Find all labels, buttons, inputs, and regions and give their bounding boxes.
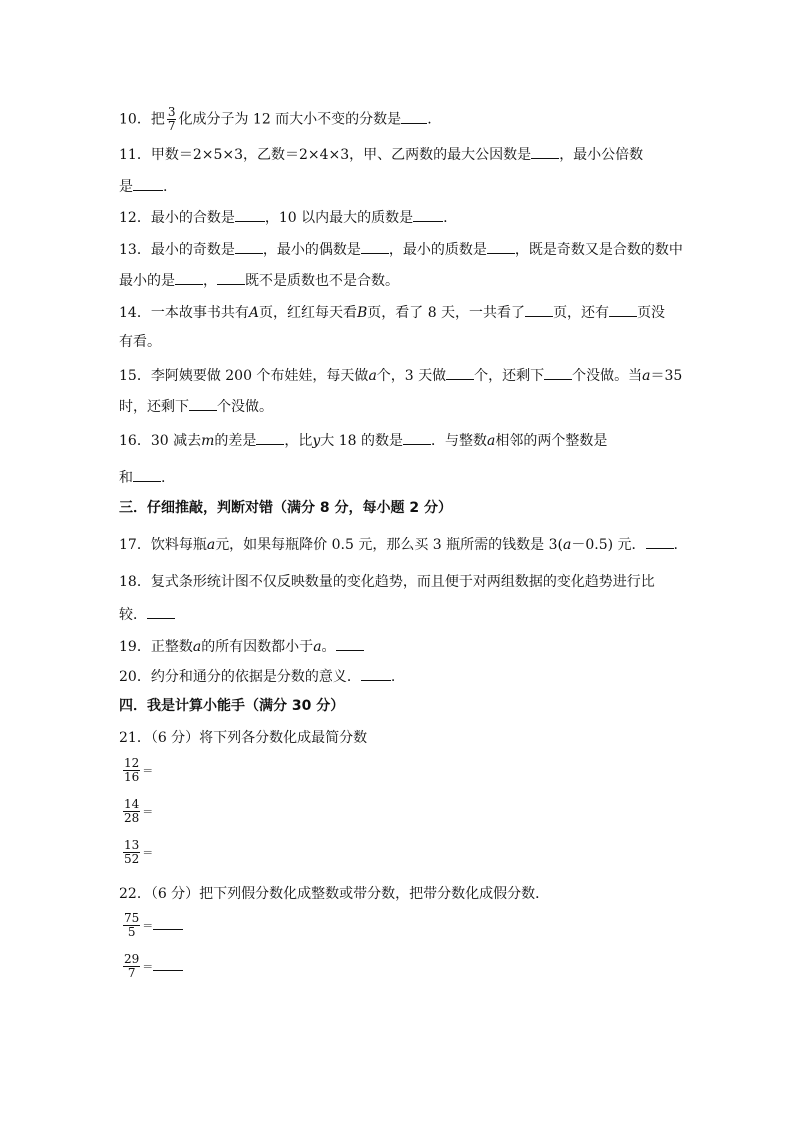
question-18-line-1 [119, 573, 655, 591]
q10-prefix: 10．把 [119, 111, 165, 128]
q10-fraction [167, 106, 177, 133]
q21-num-3: 13 [124, 838, 140, 852]
q22-fraction-1 [123, 912, 140, 939]
question-15-line-1 [119, 365, 682, 385]
q21-eq-3: ＝ [142, 846, 154, 860]
section-4-heading: 四．我是计算小能手（满分 30 分） [119, 698, 345, 714]
q13-text-b: ，最小的偶数是 [262, 242, 361, 258]
q19-answer-blank[interactable] [336, 636, 364, 651]
q13-blank-3[interactable] [487, 239, 515, 254]
q10-answer-blank[interactable] [401, 109, 427, 124]
q16-blank-1[interactable] [256, 430, 284, 445]
q14-blank-2[interactable] [609, 302, 637, 317]
q15-text-b: 个，3 天做 [376, 368, 447, 384]
question-16-line-2 [119, 467, 165, 487]
q17-text-a: 17．饮料每瓶 [119, 537, 207, 553]
q14-var-A: A [248, 305, 259, 321]
q16-end: . [161, 470, 166, 486]
q22-item-1 [121, 912, 183, 939]
q21-fraction-3 [123, 839, 140, 866]
q13-text-d: ，既是奇数又是合数的数中 [514, 242, 683, 258]
q21-num-2: 14 [124, 797, 140, 811]
q14-text-f: 有看。 [119, 334, 161, 350]
q16-var-m: m [201, 433, 215, 449]
question-11-line-1 [119, 144, 643, 164]
q22-den-2: 7 [127, 966, 136, 980]
q17-text-b: 元，如果每瓶降价 0.5 元，那么买 3 瓶所需的钱数是 3( [215, 537, 563, 553]
q22-fraction-2 [123, 953, 140, 980]
question-22-title: 22．（6 分）把下列假分数化成整数或带分数，把带分数化成假分数． [119, 886, 550, 902]
q11-text-a: 11．甲数＝2×5×3，乙数＝2×4×3，甲、乙两数的最大公因数是 [119, 147, 532, 163]
q11-lcm-blank[interactable] [133, 176, 163, 191]
q14-text-b: 页，红红每天看 [258, 305, 357, 321]
q22-num-1: 75 [124, 911, 140, 925]
q13-text-e: 最小的是 [119, 273, 175, 289]
q21-den-1: 16 [124, 770, 140, 784]
q19-var-a-2: a [313, 639, 322, 655]
q16-text-d: 大 18 的数是 [320, 433, 404, 449]
q15-text-a: 15．李阿姨要做 200 个布娃娃，每天做 [119, 368, 369, 384]
question-21-title: 21．（6 分）将下列各分数化成最简分数 [119, 730, 368, 746]
question-14-line-2 [119, 333, 161, 351]
q16-text-e: ．与整数 [431, 433, 488, 449]
q20-answer-blank[interactable] [361, 666, 391, 681]
q17-var-a-2: a [562, 537, 572, 553]
q16-blank-3[interactable] [133, 467, 161, 482]
q21-item-2 [121, 798, 153, 825]
q16-text-b: 的差是 [214, 433, 257, 449]
q17-var-a: a [206, 537, 216, 553]
q16-text-c: ，比 [284, 433, 313, 449]
q11-end: . [163, 179, 168, 195]
q17-end: . [673, 537, 678, 553]
q15-var-a: a [368, 368, 377, 384]
q21-den-3: 52 [124, 852, 140, 866]
q21-item-1 [121, 757, 153, 784]
question-19 [119, 636, 364, 656]
q21-item-3 [121, 839, 153, 866]
q21-eq-2: ＝ [142, 805, 154, 819]
q15-blank-3[interactable] [189, 396, 217, 411]
q12-end: . [443, 210, 448, 226]
q19-text-b: 的所有因数都小于 [201, 639, 314, 655]
q10-text: 化成分子为 12 而大小不变的分数是 [178, 111, 402, 128]
q13-blank-1[interactable] [235, 239, 263, 254]
q13-text-f: ， [203, 273, 217, 289]
q22-eq-2: ＝ [142, 960, 154, 974]
q16-text-a: 16．30 减去 [119, 433, 202, 449]
q18-answer-blank[interactable] [147, 604, 175, 619]
q15-var-a-2: a [642, 368, 651, 384]
q20-text-a: 20．约分和通分的依据是分数的意义． [119, 669, 361, 685]
q17-text-c: －0.5) 元． [571, 537, 646, 553]
question-16-line-1 [119, 430, 607, 450]
q10-frac-num: 3 [167, 105, 176, 119]
q21-eq-1: ＝ [142, 764, 154, 778]
question-11-line-2 [119, 176, 167, 196]
q12-blank-2[interactable] [413, 207, 443, 222]
q16-blank-2[interactable] [403, 430, 431, 445]
q21-den-2: 28 [124, 811, 140, 825]
q14-blank-1[interactable] [525, 302, 553, 317]
question-14-line-1 [119, 302, 665, 322]
q13-blank-2[interactable] [361, 239, 389, 254]
q22-den-1: 5 [127, 925, 136, 939]
q15-text-g: 个没做。 [217, 399, 273, 415]
q11-gcd-blank[interactable] [531, 144, 559, 159]
question-18-line-2 [119, 604, 175, 624]
q17-answer-blank[interactable] [646, 534, 674, 549]
q15-blank-1[interactable] [446, 365, 474, 380]
q22-num-2: 29 [124, 952, 140, 966]
section-3-heading: 三．仔细推敲，判断对错（满分 8 分，每小题 2 分） [119, 500, 452, 516]
question-20 [119, 666, 395, 686]
q16-text-f: 相邻的两个整数是 [495, 433, 608, 449]
q16-text-g: 和 [119, 470, 133, 486]
q22-blank-2[interactable] [153, 956, 183, 971]
q21-fraction-1 [123, 757, 140, 784]
q14-text-e: 页没 [637, 305, 666, 321]
q10-frac-den: 7 [167, 119, 176, 133]
q21-num-1: 12 [124, 756, 140, 770]
q12-blank-1[interactable] [235, 207, 265, 222]
q14-var-B: B [356, 305, 368, 321]
q22-eq-1: ＝ [142, 919, 154, 933]
q11-text-c: 是 [119, 179, 133, 195]
q13-blank-5[interactable] [217, 270, 245, 285]
q12-text-b: ，10 以内最大的质数是 [264, 210, 414, 226]
question-17 [119, 534, 678, 554]
q14-text-d: 页，还有 [553, 305, 610, 321]
q13-text-c: ，最小的质数是 [388, 242, 487, 258]
q19-text-c: 。 [321, 639, 336, 655]
q15-text-f: 时，还剩下 [119, 399, 189, 415]
question-12 [119, 207, 448, 227]
q10-end: . [427, 111, 432, 128]
q16-var-y: y [312, 433, 321, 449]
q12-text-a: 12．最小的合数是 [119, 210, 235, 226]
q19-text-a: 19．正整数 [119, 639, 193, 655]
q13-text-g: 既不是质数也不是合数。 [245, 273, 399, 289]
q22-item-2 [121, 953, 183, 980]
q15-text-c: 个，还剩下 [474, 368, 545, 384]
q15-text-e: ＝35 [650, 368, 683, 384]
q18-text-b: 较． [119, 607, 147, 623]
q15-text-d: 个没做。当 [572, 368, 643, 384]
q18-text-a: 18．复式条形统计图不仅反映数量的变化趋势，而且便于对两组数据的变化趋势进行比 [119, 574, 655, 590]
question-10 [119, 106, 432, 133]
q13-text-a: 13．最小的奇数是 [119, 242, 235, 258]
q19-var-a: a [192, 639, 202, 655]
q11-text-b: ，最小公倍数 [559, 147, 644, 163]
q14-text-a: 14．一本故事书共有 [119, 305, 249, 321]
q20-end: . [390, 669, 396, 685]
q16-var-a: a [487, 433, 496, 449]
question-13-line-2 [119, 270, 399, 290]
q14-text-c: 页，看了 8 天，一共看了 [367, 305, 526, 321]
question-15-line-2 [119, 396, 273, 416]
q13-blank-4[interactable] [175, 270, 203, 285]
question-13-line-1 [119, 239, 683, 259]
q22-blank-1[interactable] [153, 915, 183, 930]
q15-blank-2[interactable] [544, 365, 572, 380]
q21-fraction-2 [123, 798, 140, 825]
